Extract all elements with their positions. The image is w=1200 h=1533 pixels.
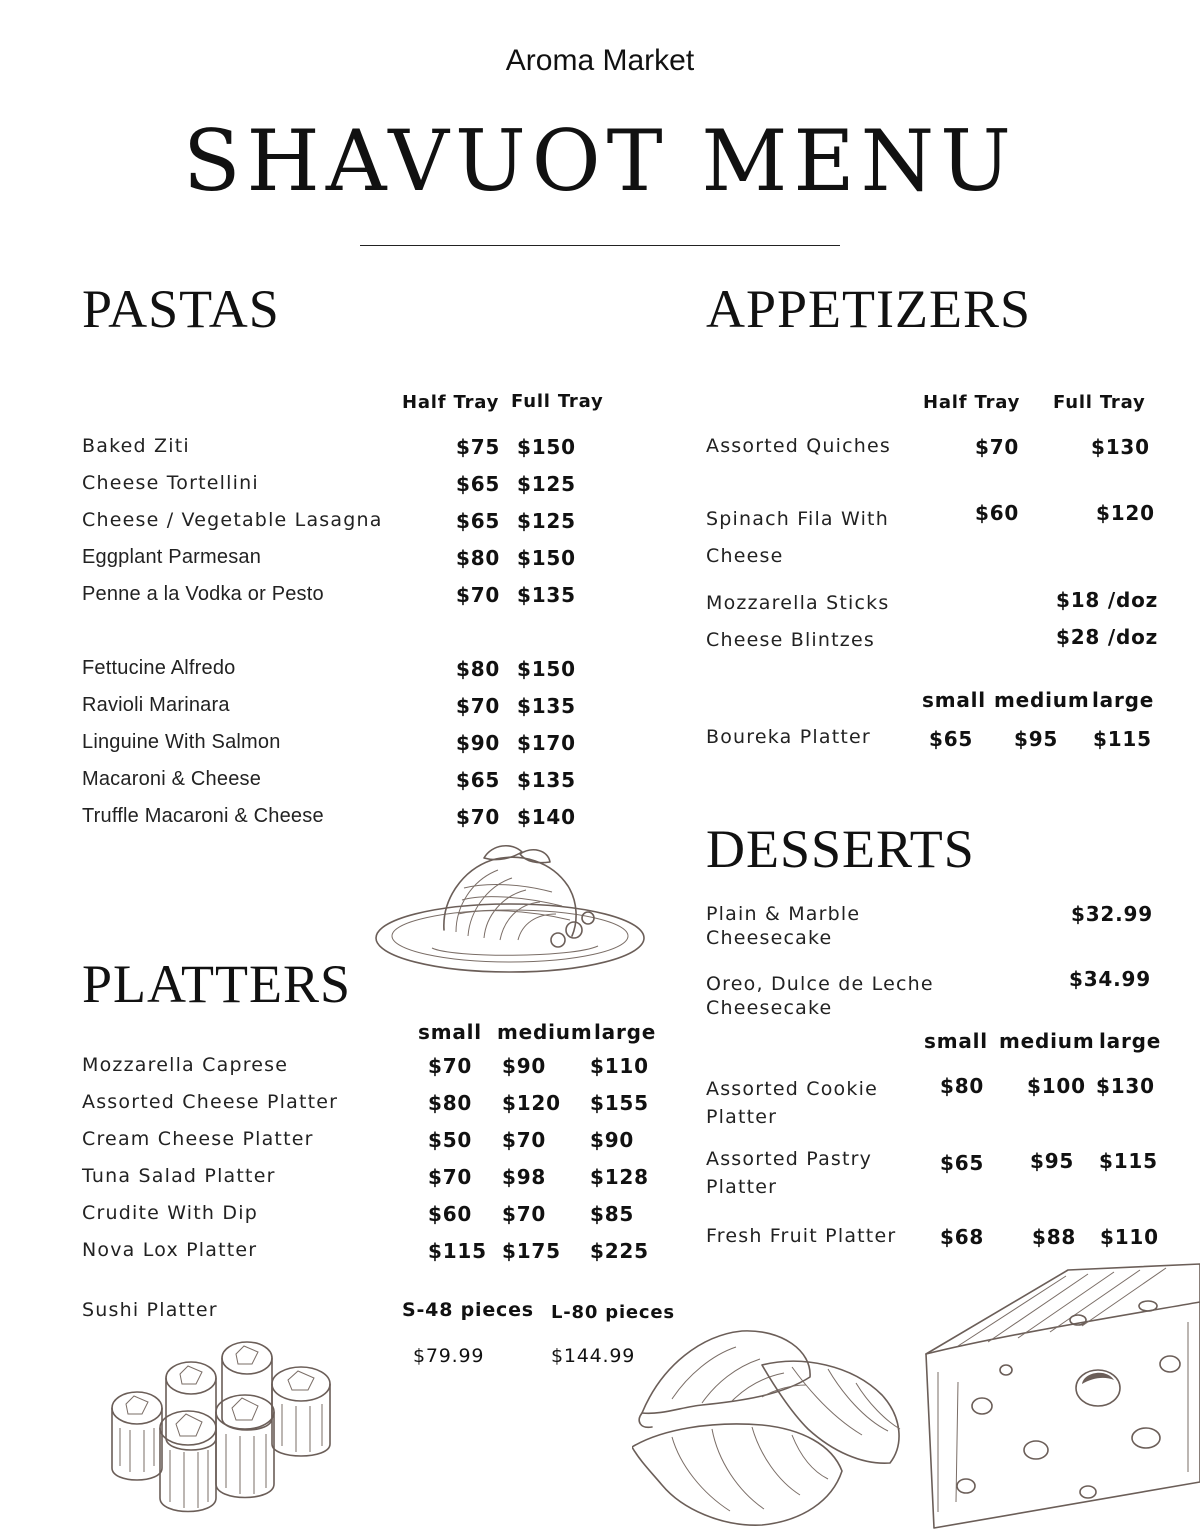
- sushi-large-label: L-80 pieces: [551, 1302, 675, 1323]
- platter-item-medium-price: $90: [502, 1054, 547, 1078]
- appetizers-col-full: Full Tray: [1053, 392, 1146, 413]
- pasta-item-half-price: $75: [456, 435, 501, 459]
- menu-title: SHAVUOT MENU: [183, 112, 1017, 210]
- platter-item-small-price: $80: [428, 1091, 473, 1115]
- sushi-small-label: S-48 pieces: [402, 1299, 534, 1321]
- platter-item-small-price: $70: [428, 1054, 473, 1078]
- platter-item-large-price: $90: [590, 1128, 635, 1152]
- desserts-col-medium: medium: [999, 1029, 1095, 1053]
- pasta-item-half-price: $65: [456, 768, 501, 792]
- pasta-item-full-price: $150: [517, 435, 576, 459]
- sushi-large-price: $144.99: [551, 1345, 636, 1367]
- platter-item-medium-price: $70: [502, 1128, 547, 1152]
- appetizer-dozen-name: Mozzarella Sticks: [706, 592, 890, 614]
- pasta-item-full-price: $135: [517, 694, 576, 718]
- title-divider: [360, 245, 840, 246]
- platter-item-name: Cream Cheese Platter: [82, 1128, 314, 1150]
- dessert-item-large-price: $130: [1096, 1074, 1155, 1098]
- platter-item-small-price: $115: [428, 1239, 487, 1263]
- pasta-item-half-price: $70: [456, 694, 501, 718]
- appetizer-dozen-price: $18 /doz: [1056, 588, 1159, 612]
- platter-item-name: Tuna Salad Platter: [82, 1165, 276, 1187]
- platter-item-medium-price: $120: [502, 1091, 561, 1115]
- platter-item-name: Mozzarella Caprese: [82, 1054, 289, 1076]
- dessert-item-small-price: $80: [940, 1074, 985, 1098]
- pasta-item-name: Cheese / Vegetable Lasagna: [82, 509, 383, 531]
- pastas-col-full: Full Tray: [511, 391, 604, 412]
- platter-item-medium-price: $98: [502, 1165, 547, 1189]
- dessert-item-large-price: $110: [1100, 1225, 1159, 1249]
- pasta-item-full-price: $150: [517, 657, 576, 681]
- pasta-item-full-price: $140: [517, 805, 576, 829]
- appetizer-dozen-price: $28 /doz: [1056, 625, 1159, 649]
- boureka-medium-price: $95: [1014, 727, 1059, 751]
- cheesecake-price: $34.99: [1069, 967, 1151, 991]
- platter-item-large-price: $155: [590, 1091, 649, 1115]
- appetizer-item-full-price: $130: [1091, 435, 1150, 459]
- cheesecake-price: $32.99: [1071, 902, 1153, 926]
- platters-col-large: large: [594, 1020, 657, 1044]
- platters-heading: PLATTERS: [82, 954, 352, 1014]
- pasta-item-name: Macaroni & Cheese: [82, 768, 262, 790]
- desserts-col-small: small: [924, 1029, 988, 1053]
- boureka-col-medium: medium: [994, 688, 1090, 712]
- platter-item-large-price: $85: [590, 1202, 635, 1226]
- pasta-item-half-price: $65: [456, 509, 501, 533]
- platter-item-large-price: $225: [590, 1239, 649, 1263]
- pasta-item-name: Eggplant Parmesan: [82, 546, 262, 568]
- boureka-platter-name: Boureka Platter: [706, 726, 871, 748]
- platter-item-name: Crudite With Dip: [82, 1202, 258, 1224]
- boureka-large-price: $115: [1093, 727, 1152, 751]
- dessert-item-medium-price: $100: [1027, 1074, 1086, 1098]
- dessert-item-name: Assorted Cookie Platter: [706, 1078, 878, 1128]
- pasta-item-name: Truffle Macaroni & Cheese: [82, 805, 324, 827]
- desserts-col-large: large: [1099, 1029, 1162, 1053]
- sushi-small-price: $79.99: [413, 1345, 485, 1367]
- appetizer-item-name: Assorted Quiches: [706, 435, 892, 457]
- platter-item-name: Nova Lox Platter: [82, 1239, 258, 1261]
- pasta-item-name: Penne a la Vodka or Pesto: [82, 583, 324, 605]
- cheesecake-name: Oreo, Dulce de Leche Cheesecake: [706, 973, 934, 1019]
- appetizer-item-half-price: $60: [975, 501, 1020, 525]
- boureka-col-large: large: [1092, 688, 1155, 712]
- platter-item-medium-price: $175: [502, 1239, 561, 1263]
- cheese-wedge-illustration: [918, 1262, 1200, 1533]
- pasta-item-half-price: $90: [456, 731, 501, 755]
- pasta-plate-illustration: [372, 840, 652, 980]
- pasta-item-half-price: $80: [456, 546, 501, 570]
- appetizer-item-half-price: $70: [975, 435, 1020, 459]
- dessert-item-large-price: $115: [1099, 1149, 1158, 1173]
- platter-item-name: Assorted Cheese Platter: [82, 1091, 339, 1113]
- pasta-item-name: Cheese Tortellini: [82, 472, 259, 494]
- appetizer-dozen-name: Cheese Blintzes: [706, 629, 875, 651]
- pasta-item-half-price: $70: [456, 805, 501, 829]
- platter-item-large-price: $128: [590, 1165, 649, 1189]
- pasta-item-full-price: $135: [517, 583, 576, 607]
- pasta-item-full-price: $150: [517, 546, 576, 570]
- boureka-small-price: $65: [929, 727, 974, 751]
- platter-item-small-price: $50: [428, 1128, 473, 1152]
- platter-item-small-price: $60: [428, 1202, 473, 1226]
- store-name: Aroma Market: [505, 44, 695, 77]
- dessert-item-name: Assorted Pastry Platter: [706, 1148, 873, 1198]
- dessert-item-small-price: $65: [940, 1151, 985, 1175]
- appetizers-col-half: Half Tray: [923, 392, 1021, 413]
- pasta-item-name: Baked Ziti: [82, 435, 190, 457]
- pasta-item-half-price: $70: [456, 583, 501, 607]
- pasta-item-full-price: $170: [517, 731, 576, 755]
- sushi-rolls-illustration: [104, 1338, 344, 1528]
- platter-item-medium-price: $70: [502, 1202, 547, 1226]
- dessert-item-small-price: $68: [940, 1225, 985, 1249]
- pastas-heading: PASTAS: [82, 279, 280, 339]
- pasta-item-half-price: $65: [456, 472, 501, 496]
- pasta-item-half-price: $80: [456, 657, 501, 681]
- dessert-item-name: Fresh Fruit Platter: [706, 1225, 897, 1247]
- desserts-heading: DESSERTS: [706, 819, 975, 879]
- pasta-item-name: Linguine With Salmon: [82, 731, 281, 753]
- pasta-item-name: Fettucine Alfredo: [82, 657, 236, 679]
- boureka-col-small: small: [922, 688, 986, 712]
- pasta-item-full-price: $135: [517, 768, 576, 792]
- cheesecake-name: Plain & Marble Cheesecake: [706, 903, 861, 949]
- appetizer-item-full-price: $120: [1096, 501, 1155, 525]
- platters-col-small: small: [418, 1020, 482, 1044]
- pasta-item-name: Ravioli Marinara: [82, 694, 230, 716]
- appetizer-item-name: Spinach Fila With Cheese: [706, 508, 889, 567]
- pasta-item-full-price: $125: [517, 472, 576, 496]
- sushi-platter-name: Sushi Platter: [82, 1299, 218, 1321]
- dessert-item-medium-price: $88: [1032, 1225, 1077, 1249]
- platter-item-large-price: $110: [590, 1054, 649, 1078]
- platters-col-medium: medium: [497, 1020, 593, 1044]
- pastas-col-half: Half Tray: [402, 392, 500, 413]
- dessert-item-medium-price: $95: [1030, 1149, 1075, 1173]
- appetizers-heading: APPETIZERS: [706, 279, 1032, 339]
- croissants-illustration: [632, 1325, 922, 1533]
- pasta-item-full-price: $125: [517, 509, 576, 533]
- platter-item-small-price: $70: [428, 1165, 473, 1189]
